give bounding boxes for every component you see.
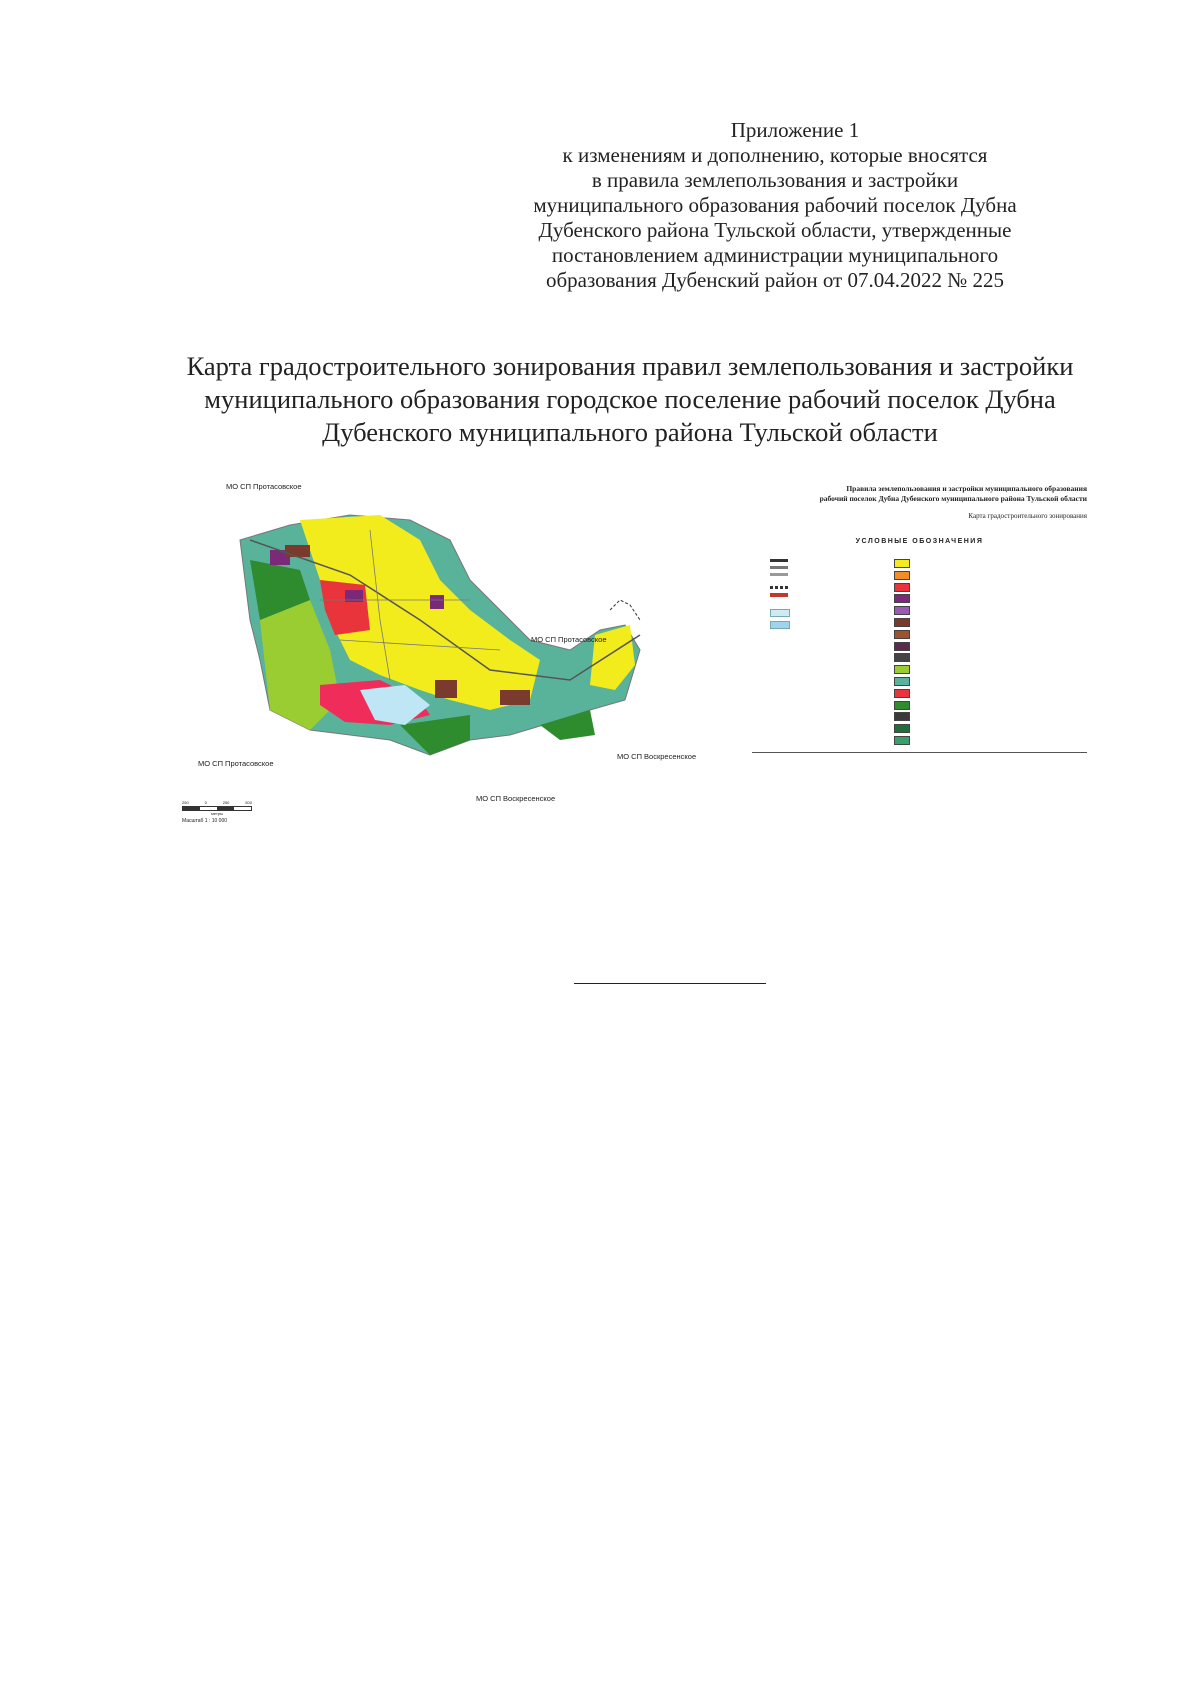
legend-left-row <box>752 573 884 576</box>
legend-zone-row <box>894 571 1087 580</box>
legend-left-row <box>752 593 884 597</box>
appendix-header <box>465 118 1085 293</box>
legend-left-row <box>752 559 884 562</box>
scale-ticks <box>182 800 252 805</box>
legend-zone-row <box>894 583 1087 592</box>
legend-panel <box>752 484 1087 752</box>
legend-left-row <box>752 586 884 589</box>
legend-left-row <box>752 566 884 569</box>
legend-swatch <box>894 736 910 745</box>
scale-text: Масштаб 1 : 10 000 <box>182 818 228 824</box>
legend-symbol <box>770 609 790 617</box>
scale-tick: 0 <box>204 800 207 805</box>
appendix-line-2: к изменениям и дополнению, которые вносятся <box>562 143 988 167</box>
scale-tick: 250 <box>222 800 230 805</box>
legend-swatch <box>894 642 910 651</box>
legend-zone-row <box>894 665 1087 674</box>
appendix-line-7: образования Дубенский район от 07.04.2022 № 225 <box>545 268 1005 292</box>
legend-zone-row <box>894 630 1087 639</box>
legend-heading: УСЛОВНЫЕ ОБОЗНАЧЕНИЯ <box>855 538 984 545</box>
legend-symbol <box>770 586 788 589</box>
legend-left-row <box>752 621 884 629</box>
legend-swatch <box>894 712 910 721</box>
legend-zone-row <box>894 559 1087 568</box>
legend-zone-row <box>894 594 1087 603</box>
scale-tick: 250 <box>182 800 189 805</box>
legend-swatch <box>894 665 910 674</box>
legend-right-column <box>884 559 1087 748</box>
legend-bottom-rule <box>752 752 1087 753</box>
legend-swatch <box>894 559 910 568</box>
legend-swatch <box>894 689 910 698</box>
title-line-3: Дубенского муниципального района Тульской области <box>322 417 938 447</box>
map-scale <box>182 800 252 824</box>
legend-swatch <box>894 724 910 733</box>
legend-zone-row <box>894 642 1087 651</box>
map-label-nw: МО СП Протасовское <box>226 482 302 491</box>
scale-tick: 500 <box>245 800 252 805</box>
document-title <box>150 350 1110 449</box>
legend-title-line: Правила землепользования и застройки муниципального образования <box>846 484 1087 493</box>
appendix-line-5: Дубенского района Тульской области, утвержденные <box>538 218 1012 242</box>
legend-symbol <box>770 566 788 569</box>
legend-symbol <box>770 573 788 576</box>
legend-zone-row <box>894 606 1087 615</box>
map-label-s: МО СП Воскресенское <box>476 794 556 803</box>
appendix-line-3: в правила землепользования и застройки <box>591 168 959 192</box>
legend-swatch <box>894 701 910 710</box>
legend-swatch <box>894 677 910 686</box>
legend-title-line: рабочий поселок Дубна Дубенского муниципального района Тульской области <box>819 494 1087 503</box>
legend-swatch <box>894 618 910 627</box>
appendix-line-4: муниципального образования рабочий поселок Дубна <box>533 193 1017 217</box>
appendix-line-1: Приложение 1 <box>730 118 860 142</box>
zoning-map <box>170 482 720 840</box>
legend-left-row <box>752 609 884 617</box>
legend-swatch <box>894 653 910 662</box>
map-label-se: МО СП Воскресенское <box>617 752 697 761</box>
map-label-sw: МО СП Протасовское <box>198 759 274 768</box>
legend-title <box>752 484 1087 504</box>
legend-zone-row <box>894 653 1087 662</box>
title-line-1: Карта градостроительного зонирования правил землепользования и застройки <box>186 351 1074 381</box>
legend-columns <box>752 559 1087 748</box>
map-label-ne: МО СП Протасовское <box>531 635 607 644</box>
legend-swatch <box>894 571 910 580</box>
legend-zone-row <box>894 712 1087 721</box>
legend-symbol <box>770 621 790 629</box>
legend-zone-row <box>894 736 1087 745</box>
legend-left-column <box>752 559 884 748</box>
legend-zone-row <box>894 677 1087 686</box>
legend-swatch <box>894 594 910 603</box>
title-line-2: муниципального образования городское поселение рабочий поселок Дубна <box>204 384 1056 414</box>
zoning-map-graphic <box>170 500 720 840</box>
legend-swatch <box>894 606 910 615</box>
appendix-line-6: постановлением администрации муниципального <box>551 243 999 267</box>
scale-unit: метры <box>211 811 223 816</box>
legend-zone-row <box>894 701 1087 710</box>
legend-swatch <box>894 630 910 639</box>
legend-symbol <box>770 559 788 562</box>
legend-swatch <box>894 583 910 592</box>
separator-line <box>574 983 766 984</box>
legend-zone-row <box>894 689 1087 698</box>
legend-zone-row <box>894 618 1087 627</box>
legend-subtitle: Карта градостроительного зонирования <box>968 512 1087 520</box>
legend-symbol <box>770 593 788 597</box>
legend-zone-row <box>894 724 1087 733</box>
